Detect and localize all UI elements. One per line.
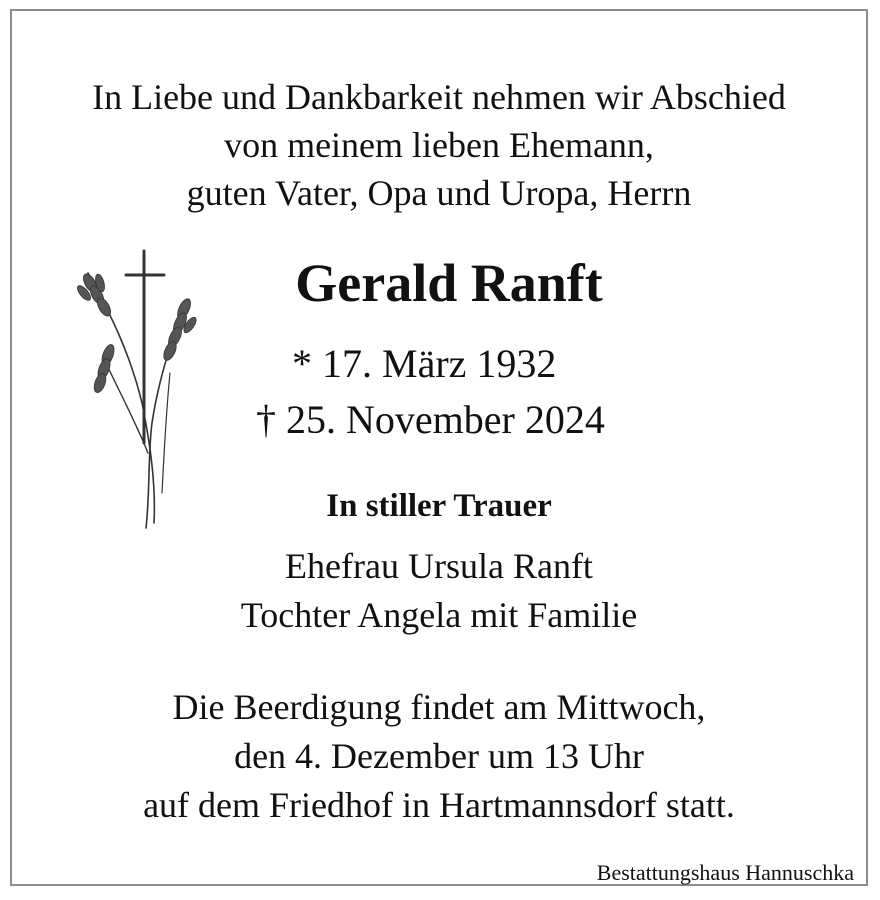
death-date: † 25. November 2024 <box>256 397 605 442</box>
mourner-line: Tochter Angela mit Familie <box>240 595 638 635</box>
funeral-info-line-2: den 4. Dezember um 13 Uhr <box>234 736 644 776</box>
intro-line-3: guten Vater, Opa und Uropa, Herrn <box>186 173 692 213</box>
funeral-info-line-3: auf dem Friedhof in Hartmannsdorf statt. <box>143 785 735 825</box>
undertaker-credit: Bestattungshaus Hannuschka <box>596 860 854 885</box>
obituary-notice <box>10 9 868 886</box>
funeral-info-line-1: Die Beerdigung findet am Mittwoch, <box>172 687 706 727</box>
intro-line-1: In Liebe und Dankbarkeit nehmen wir Abschied <box>92 77 786 117</box>
mourning-heading: In stiller Trauer <box>326 488 552 524</box>
deceased-name: Gerald Ranft <box>295 253 603 313</box>
birth-date: * 17. März 1932 <box>292 341 557 386</box>
mourner-line: Ehefrau Ursula Ranft <box>285 546 593 586</box>
intro-line-2: von meinem lieben Ehemann, <box>224 125 654 165</box>
